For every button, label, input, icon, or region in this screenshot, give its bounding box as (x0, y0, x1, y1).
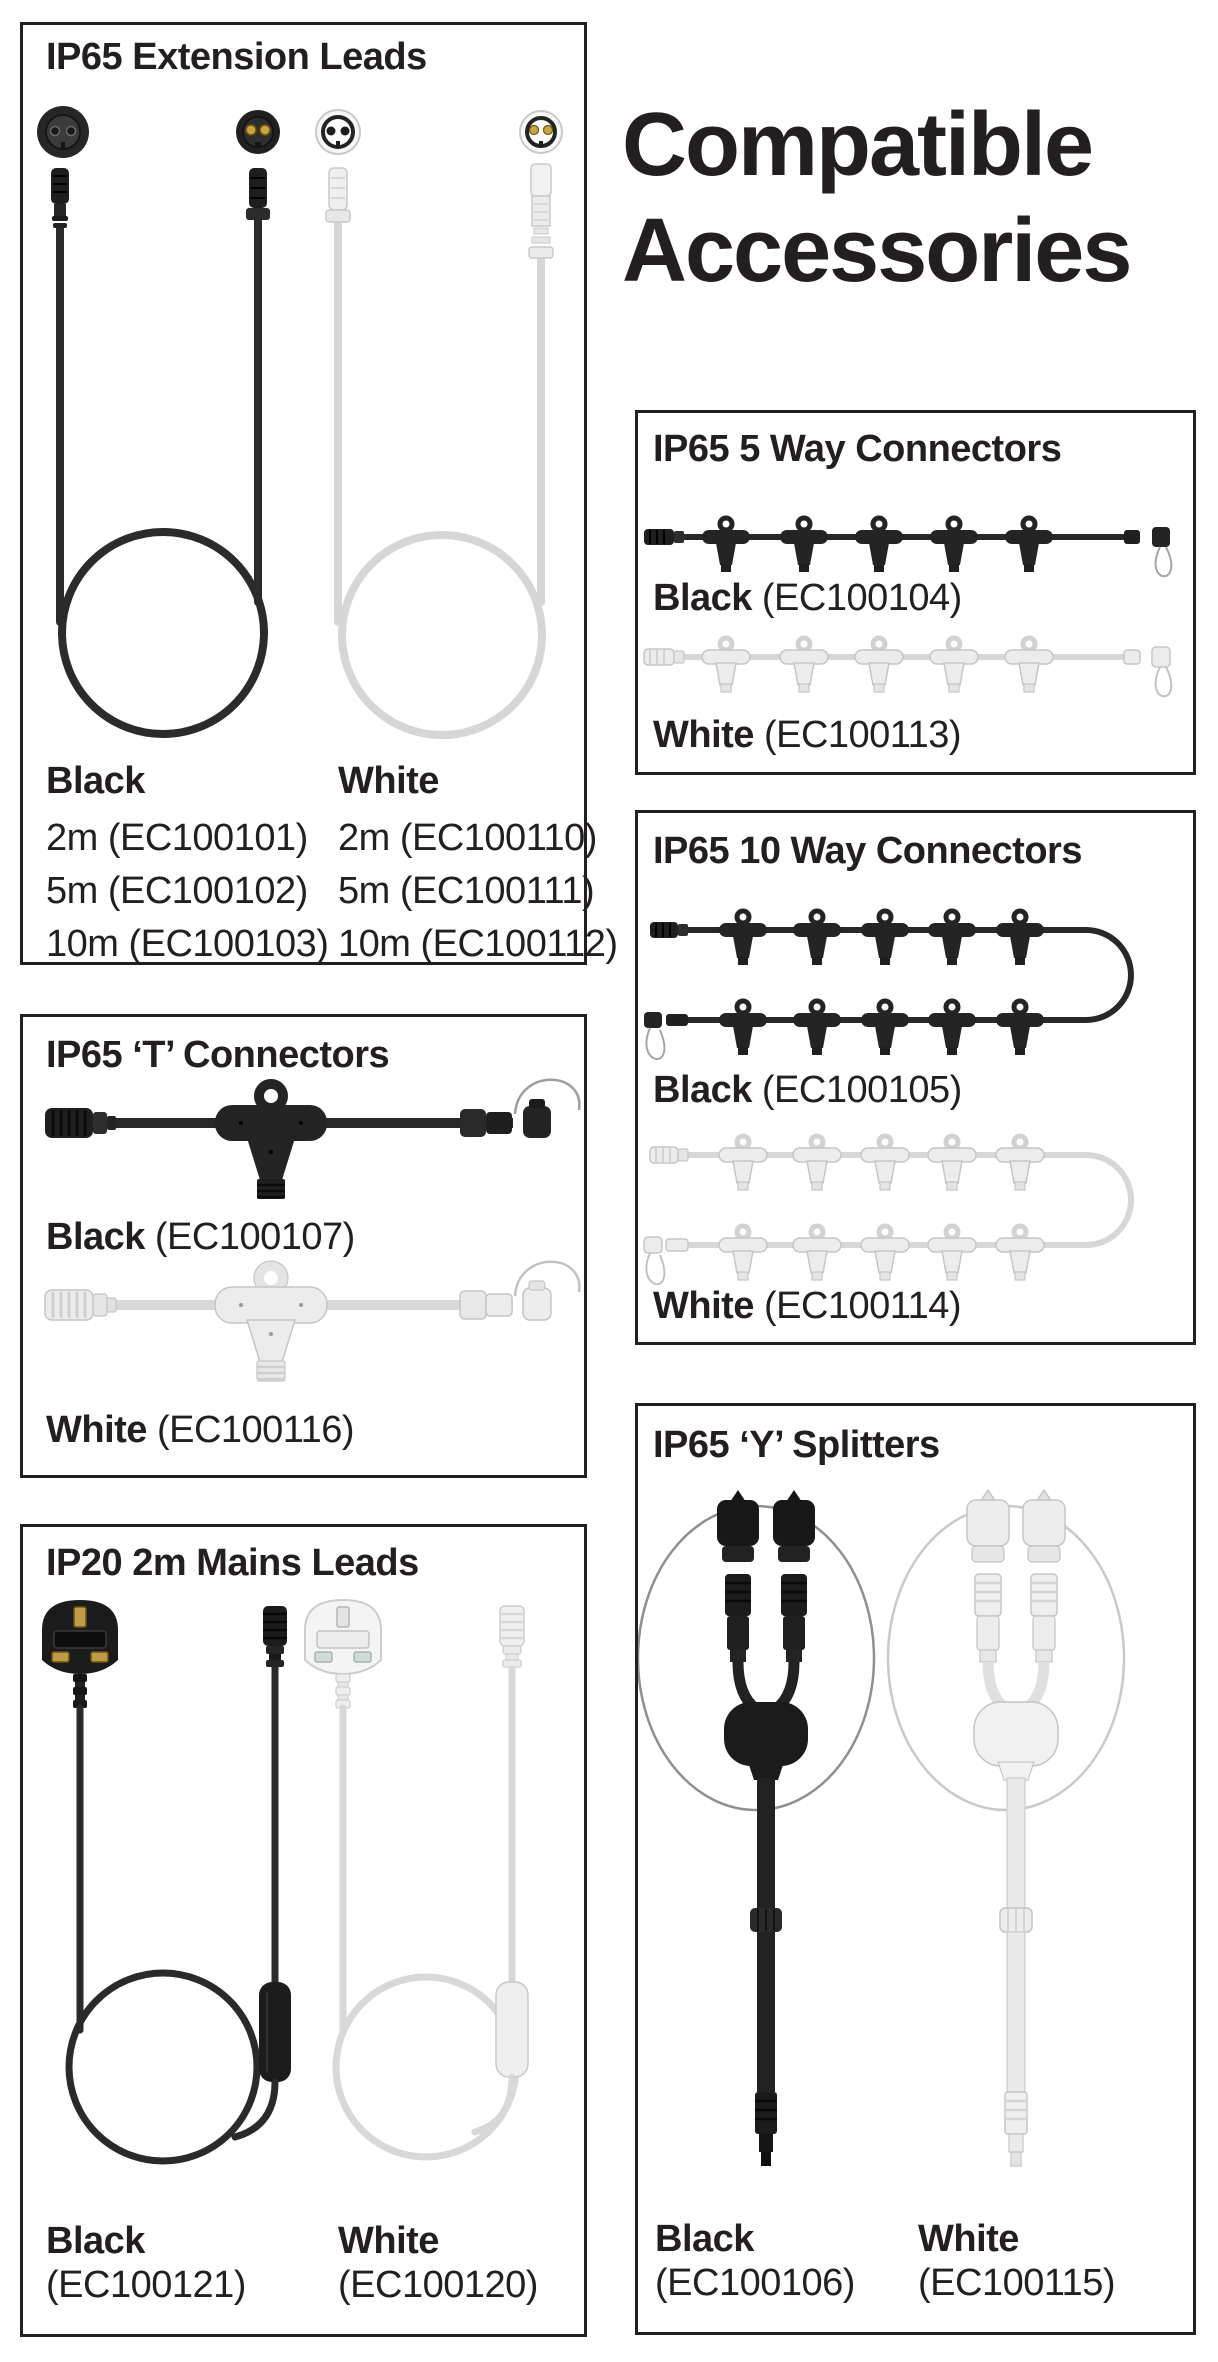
extension-leads-black-items (46, 812, 328, 971)
mains-leads-white-label: White (338, 2220, 439, 2262)
five-way-title: IP65 5 Way Connectors (653, 428, 1062, 470)
white-male-connector-face-icon (520, 111, 562, 153)
five-way-white-label: White (653, 714, 754, 756)
y-splitters-black-label: Black (655, 2218, 754, 2260)
five-way-white-image (644, 638, 1171, 696)
five-way-black-image (644, 518, 1171, 576)
mains-leads-black-code: (EC100121) (46, 2264, 246, 2306)
t-connector-black-image (45, 1080, 579, 1199)
ten-way-black-code: (EC100105) (761, 1069, 962, 1111)
ten-way-white-code: (EC100114) (763, 1285, 962, 1327)
list-item: 2m (EC100101) (46, 817, 308, 859)
t-connector-white-image (45, 1261, 579, 1381)
extension-leads-image (20, 70, 587, 760)
list-item: 2m (EC100110) (338, 817, 597, 859)
ten-way-black-image (644, 911, 1131, 1059)
mains-leads-title: IP20 2m Mains Leads (46, 1542, 419, 1584)
list-item: 5m (EC100111) (338, 870, 595, 912)
five-way-black-label: Black (653, 577, 752, 619)
five-way-black-line (653, 577, 962, 620)
black-female-connector-face-icon (37, 106, 89, 158)
t-connectors-white-code: (EC100116) (156, 1409, 355, 1451)
page-title-line2: Accessories (622, 201, 1131, 301)
white-female-connector-face-icon (316, 110, 360, 154)
list-item: 10m (EC100112) (338, 923, 618, 965)
extension-leads-white-label: White (338, 760, 439, 802)
mains-lead-black-image (42, 1600, 291, 2161)
y-splitters-white-code: (EC100115) (918, 2262, 1116, 2304)
five-way-white-line (653, 714, 961, 757)
ten-way-black-label: Black (653, 1069, 752, 1111)
five-way-black-code: (EC100104) (761, 577, 962, 619)
black-extension-lead-image (51, 168, 270, 734)
mains-leads-white-code: (EC100120) (338, 2264, 538, 2306)
mains-lead-white-image (305, 1600, 528, 2157)
t-connectors-title: IP65 ‘T’ Connectors (46, 1034, 390, 1076)
page-title-line1: Compatible (622, 95, 1093, 195)
ten-way-title: IP65 10 Way Connectors (653, 830, 1082, 872)
mains-leads-image (23, 1580, 584, 2200)
ten-way-black-line (653, 1069, 962, 1112)
extension-leads-white-items (338, 812, 618, 971)
y-splitter-white-image (888, 1490, 1124, 2166)
extension-leads-title: IP65 Extension Leads (46, 36, 427, 78)
y-splitter-black-image (638, 1490, 874, 2166)
ten-way-white-line (653, 1285, 961, 1328)
y-splitters-title: IP65 ‘Y’ Splitters (653, 1424, 940, 1466)
y-splitters-black-code: (EC100106) (655, 2262, 855, 2304)
t-connectors-black-line (46, 1216, 355, 1259)
t-connectors-black-label: Black (46, 1216, 145, 1258)
list-item: 10m (EC100103) (46, 923, 329, 965)
t-connectors-black-code: (EC100107) (154, 1216, 355, 1258)
t-connectors-white-line (46, 1409, 354, 1452)
ten-way-white-label: White (653, 1285, 754, 1327)
list-item: 5m (EC100102) (46, 870, 308, 912)
black-male-connector-face-icon (236, 110, 280, 154)
mains-leads-black-label: Black (46, 2220, 145, 2262)
y-splitters-white-label: White (918, 2218, 1019, 2260)
extension-leads-black-label: Black (46, 760, 145, 802)
ten-way-white-image (644, 1136, 1131, 1284)
t-connectors-white-label: White (46, 1409, 147, 1451)
white-extension-lead-image (326, 164, 553, 735)
five-way-white-code: (EC100113) (763, 714, 962, 756)
y-splitters-image (638, 1406, 1193, 2206)
page-title (622, 92, 1130, 304)
